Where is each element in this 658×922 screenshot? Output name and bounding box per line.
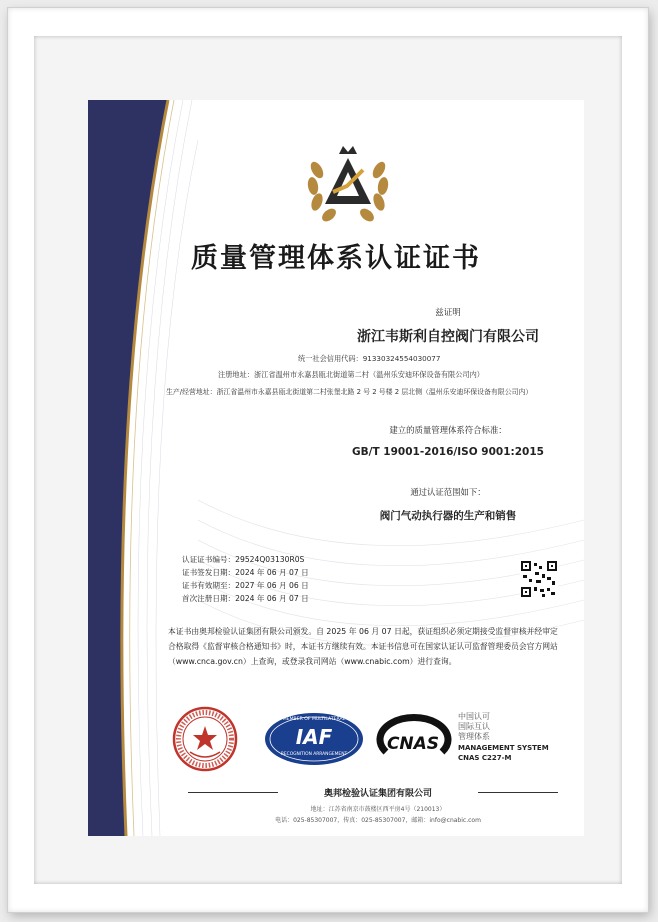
certificate-statement: 本证书由奥邦检验认证集团有限公司颁发。自 2025 年 06 月 07 日起，获证组织必须定期接受监督审核并经审定合格取得《监督审核合格通知书》时，本证书方继续有效。本证书信息可在国家认证认可监督管理委员会官方网站（www.cnca.gov.cn）上查询，或登录我司网站（www.cnabic.com）进行查询。 (168, 627, 558, 666)
footer-address: 地址：江苏省南京市鼓楼区西平房4号（210013） (310, 806, 446, 813)
cnas-logo (372, 712, 454, 766)
credit-code-label: 统一社会信用代码： (298, 354, 363, 363)
operating-address-line (166, 386, 532, 396)
qr-code (520, 560, 558, 598)
detail-row: 证书签发日期：2024 年 06 月 07 日 (182, 568, 309, 577)
credit-code-line (298, 354, 440, 364)
credit-code-value: 91330324554030077 (362, 354, 441, 363)
registered-address-label: 注册地址： (218, 370, 254, 379)
footer-company: 奥邦检验认证集团有限公司 (278, 786, 478, 799)
iaf-logo (264, 712, 364, 766)
scope-intro: 通过认证范围如下： (410, 487, 486, 497)
iaf-top-text: MEMBER OF MULTILATERAL (282, 717, 346, 722)
scope-value: 阀门气动执行器的生产和销售 (379, 510, 517, 522)
operating-address-value: 浙江省温州市永嘉县瓯北街道第二村张堡北路 2 号 2 号楼 2 层北侧（温州乐安迪环保设备有限公司内） (216, 388, 533, 396)
laurel-crown-emblem (303, 140, 393, 228)
hereby-text: 兹证明 (435, 308, 461, 318)
iaf-main-text: IAF (295, 725, 333, 749)
certificate-sheet (88, 100, 584, 836)
standard-intro: 建立的质量管理体系符合标准： (389, 425, 507, 435)
detail-row: 首次注册日期：2024 年 06 月 07 日 (182, 594, 309, 603)
certification-seal (172, 706, 238, 772)
cnas-cn-line: 中国认可 (458, 712, 490, 721)
picture-frame (8, 8, 648, 912)
company-name: 浙江韦斯利自控阀门有限公司 (357, 329, 539, 345)
cnas-en-line: CNAS C227-M (458, 754, 512, 762)
certificate-title: 质量管理体系认证证书 (191, 243, 481, 274)
iaf-bottom-text: RECOGNITION ARRANGEMENT (280, 752, 348, 757)
detail-row: 认证证书编号：29524Q03130R0S (182, 555, 305, 564)
cnas-en-line: MANAGEMENT SYSTEM (458, 744, 549, 752)
cnas-main-text: CNAS (386, 734, 440, 754)
standard-value: GB/T 19001-2016/ISO 9001:2015 (352, 446, 544, 458)
detail-row: 证书有效期至：2027 年 06 月 06 日 (182, 581, 309, 590)
registered-address-line (218, 370, 484, 380)
footer-contact: 电话：025-85307007，传真：025-85307007，邮箱：info@cnabic.com (275, 817, 481, 824)
cnas-cn-line: 管理体系 (458, 732, 490, 741)
cnas-cn-line: 国际互认 (458, 722, 490, 731)
registered-address-value: 浙江省温州市永嘉县瓯北街道第二村（温州乐安迪环保设备有限公司内） (253, 370, 484, 379)
operating-address-label: 生产/经营地址： (166, 388, 217, 396)
